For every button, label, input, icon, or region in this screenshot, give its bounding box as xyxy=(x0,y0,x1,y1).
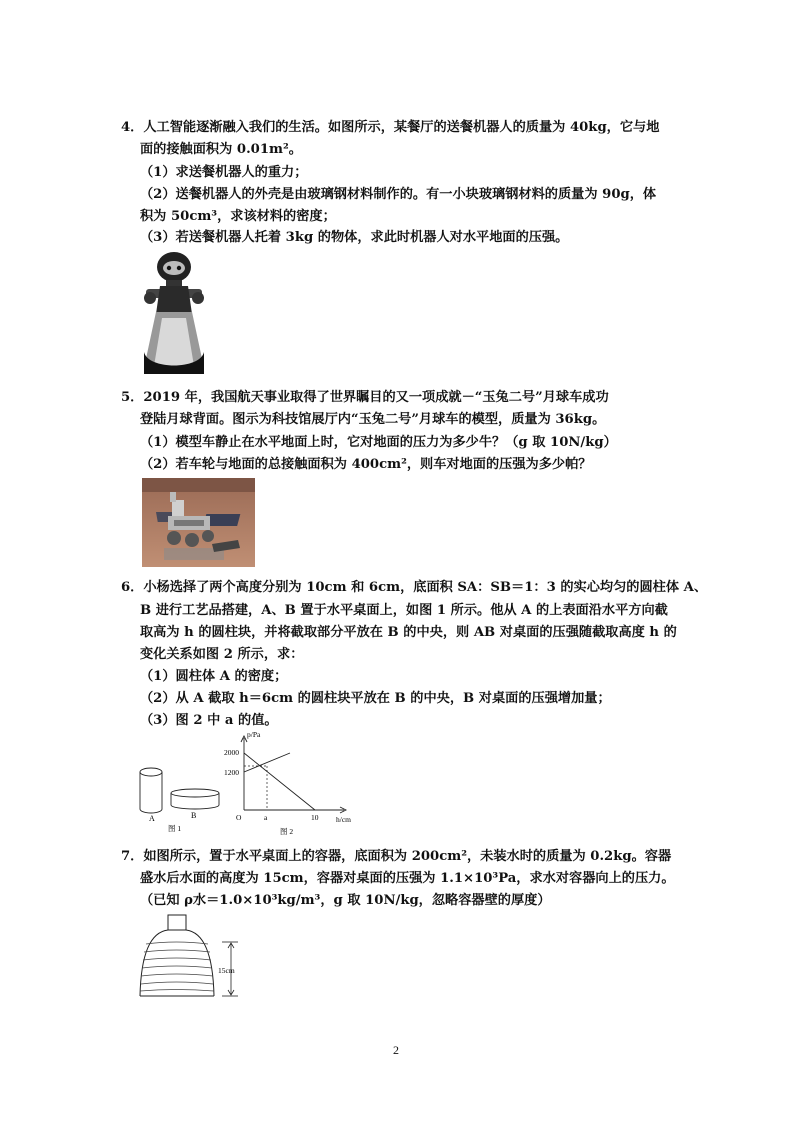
q7-line-1: 7．如图所示，置于水平桌面上的容器，底面积为 200cm²，未装水时的质量为 0.2kg。容器 xyxy=(121,849,672,864)
q7-line-3: （已知 ρ水＝1.0×10³kg/m³，g 取 10N/kg，忽略容器壁的厚度） xyxy=(140,893,551,908)
q4-line-3: （1）求送餐机器人的重力； xyxy=(140,165,308,180)
q6-line-6: （2）从 A 截取 h＝6cm 的圆柱块平放在 B 的中央，B 对桌面的压强增加量； xyxy=(140,691,611,706)
y-axis-label: p/Pa xyxy=(247,730,261,739)
cylinder-b xyxy=(171,789,219,809)
q5-line-3: （1）模型车静止在水平地面上时，它对地面的压力为多少牛？（g 取 10N/kg） xyxy=(140,435,617,450)
q5-line-1: 5．2019 年，我国航天事业取得了世界瞩目的又一项成就－“玉兔二号”月球车成功 xyxy=(121,390,609,405)
q6-line-4: 变化关系如图 2 所示，求： xyxy=(140,647,304,662)
x-tick-10: 10 xyxy=(311,813,319,822)
origin-label: O xyxy=(236,813,242,822)
q4-line-6: （3）若送餐机器人托着 3kg 的物体，求此时机器人对水平地面的压强。 xyxy=(140,230,569,245)
q4-line-4: （2）送餐机器人的外壳是由玻璃钢材料制作的。有一小块玻璃钢材料的质量为 90g，体 xyxy=(140,187,657,202)
q6-line-2: B 进行工艺品搭建，A、B 置于水平桌面上，如图 1 所示。他从 A 的上表面沿水平方向截 xyxy=(140,603,668,618)
x-axis-label: h/cm xyxy=(336,815,351,824)
q6-line-7: （3）图 2 中 a 的值。 xyxy=(140,713,278,728)
figure1-label-b: B xyxy=(191,811,197,820)
q5-line-2: 登陆月球背面。图示为科技馆展厅内“玉兔二号”月球车的模型，质量为 36kg。 xyxy=(140,412,606,427)
lunar-rover-photo xyxy=(142,478,255,567)
cylinder-a xyxy=(140,768,162,813)
height-label: 15cm xyxy=(218,966,235,975)
q5-line-4: （2）若车轮与地面的总接触面积为 400cm²，则车对地面的压强为多少帕？ xyxy=(140,457,592,472)
figure2-caption: 图 2 xyxy=(280,827,294,836)
q7-line-2: 盛水后水面的高度为 15cm，容器对桌面的压强为 1.1×10³Pa，求水对容器向上的压力。 xyxy=(140,871,675,886)
figure1-caption: 图 1 xyxy=(168,824,182,833)
y-tick-2000: 2000 xyxy=(224,748,239,757)
line-a xyxy=(244,753,290,772)
q4-line-1: 4．人工智能逐渐融入我们的生活。如图所示，某餐厅的送餐机器人的质量为 40kg，它与地 xyxy=(121,120,660,135)
x-tick-a: a xyxy=(264,813,268,822)
line-b xyxy=(244,753,315,810)
graph-axes xyxy=(241,736,346,813)
figure1-label-a: A xyxy=(149,814,155,823)
container-diagram xyxy=(136,912,256,1002)
page-number: 2 xyxy=(393,1043,399,1057)
y-tick-1200: 1200 xyxy=(224,768,239,777)
q4-line-5: 积为 50cm³，求该材料的密度； xyxy=(140,209,336,224)
q6-figures xyxy=(136,728,362,838)
q6-line-3: 取高为 h 的圆柱块，并将截取部分平放在 B 的中央，则 AB 对桌面的压强随截取高度 h 的 xyxy=(140,625,677,640)
robot-image xyxy=(138,248,210,376)
q6-line-1: 6．小杨选择了两个高度分别为 10cm 和 6cm，底面积 SA：SB＝1：3 的实心均匀的圆柱体 A、 xyxy=(121,580,708,595)
q4-line-2: 面的接触面积为 0.01m²。 xyxy=(140,142,302,157)
q6-line-5: （1）圆柱体 A 的密度； xyxy=(140,669,288,684)
